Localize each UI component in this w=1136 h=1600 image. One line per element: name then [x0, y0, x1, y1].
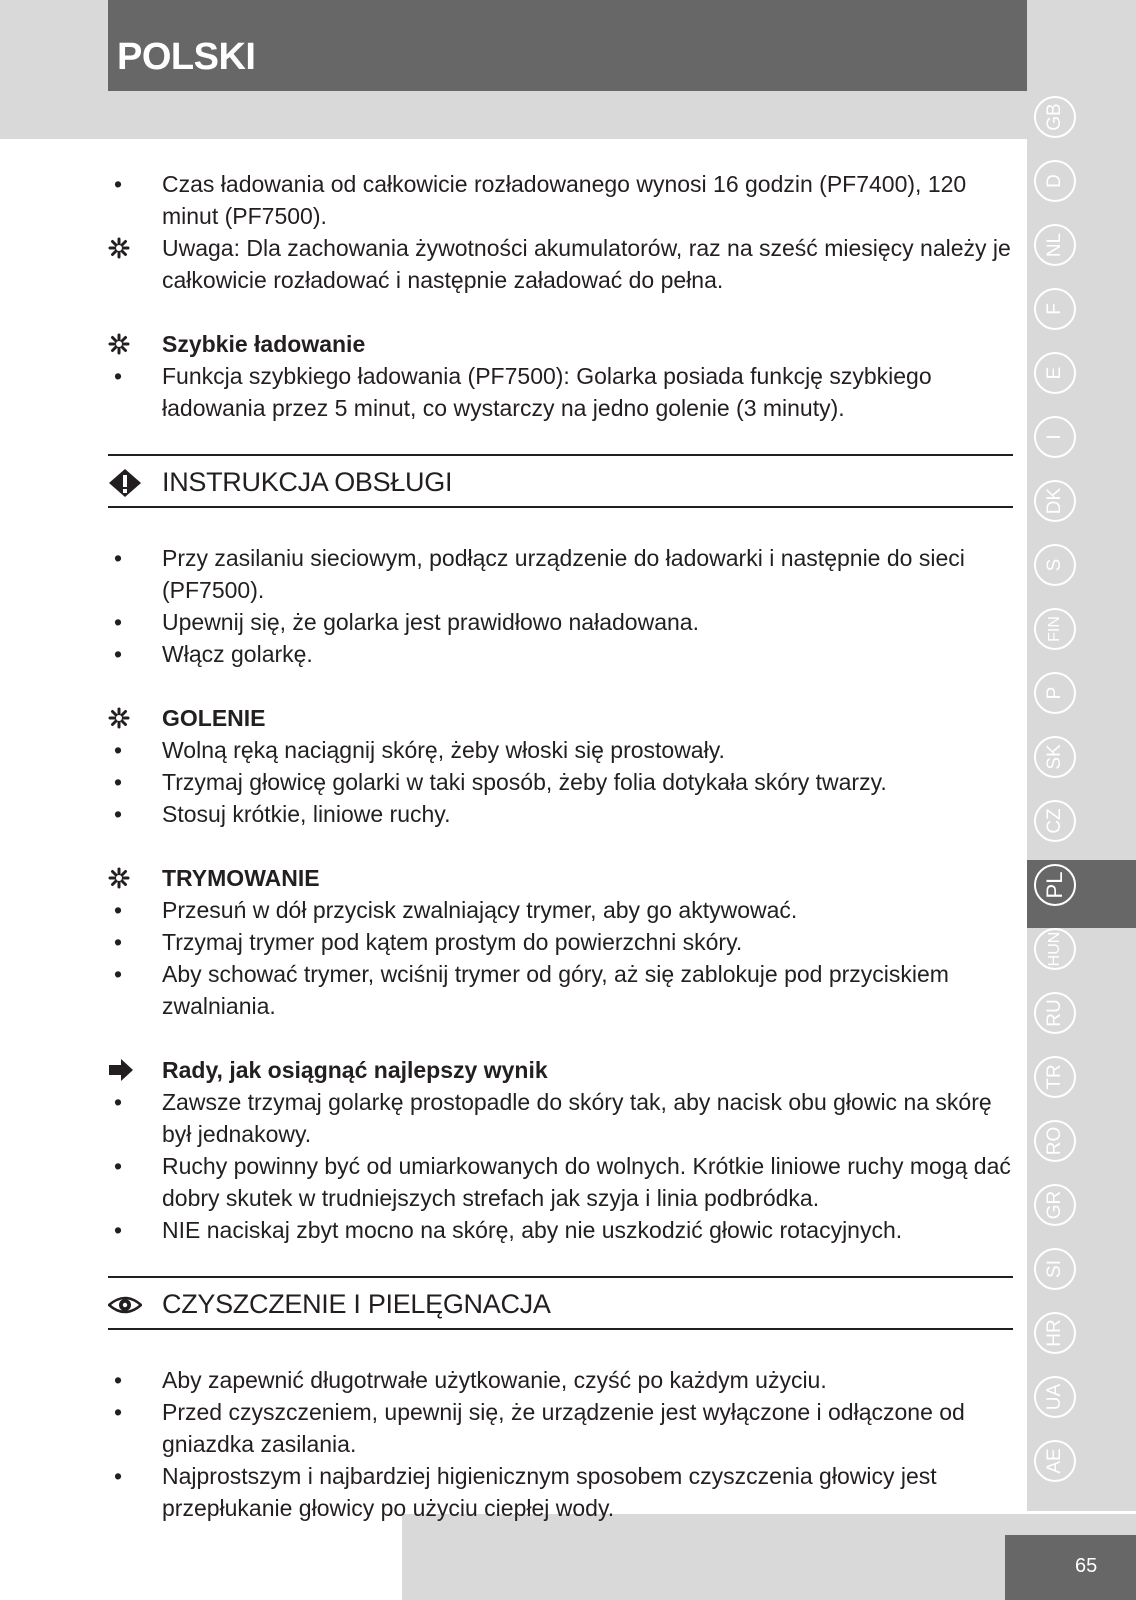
bullet: •	[113, 1217, 123, 1243]
language-tab-pl	[1034, 864, 1076, 906]
star-icon	[108, 702, 128, 734]
language-tab-ae	[1034, 1440, 1076, 1482]
language-tab-cz	[1034, 800, 1076, 842]
language-code: SK	[1044, 744, 1065, 770]
language-code: HR	[1044, 1319, 1065, 1347]
page-number-box	[1005, 1535, 1136, 1600]
language-code: RU	[1044, 999, 1065, 1027]
arrow-right-icon	[108, 1054, 128, 1086]
bullet: •	[113, 929, 123, 955]
list-item: • Przed czyszczeniem, upewnij się, że urządzenie jest wyłączone i odłączone od gniazdka zasilania.	[108, 1396, 1013, 1460]
bullet: •	[113, 609, 123, 635]
bullet: •	[113, 961, 123, 987]
page-number: 65	[1075, 1555, 1098, 1577]
list-item: • Czas ładowania od całkowicie rozładowanego wynosi 16 godzin (PF7400), 120 minut (PF7500).	[108, 168, 1013, 232]
language-code: AE	[1044, 1448, 1065, 1474]
language-tab-si	[1034, 1248, 1076, 1290]
list-item: • Zawsze trzymaj golarkę prostopadle do skóry tak, aby nacisk obu głowic na skórę był jednakowy.	[108, 1086, 1013, 1150]
language-tab-sk	[1034, 736, 1076, 778]
language-tab-tr	[1034, 1056, 1076, 1098]
list-item: • Wolną ręką naciągnij skórę, żeby włoski się prostowały.	[108, 734, 1013, 766]
list-item: • Funkcja szybkiego ładowania (PF7500): Golarka posiada funkcję szybkiego ładowania przez 5 minut, co wystarczy na jedno golenie (3 minuty).	[108, 360, 1013, 424]
list-item: • Przesuń w dół przycisk zwalniający trymer, aby go aktywować.	[108, 894, 1013, 926]
language-tab-e	[1034, 352, 1076, 394]
main-content	[108, 168, 1013, 1524]
list-item: • Aby zapewnić długotrwałe użytkowanie, czyść po każdym użyciu.	[108, 1364, 1013, 1396]
list-item: • NIE naciskaj zbyt mocno na skórę, aby nie uszkodzić głowic rotacyjnych.	[108, 1214, 1013, 1246]
language-tab-d	[1034, 160, 1076, 202]
language-code: S	[1044, 558, 1065, 572]
bullet: •	[113, 1463, 123, 1489]
language-code: F	[1044, 303, 1065, 315]
subheading-fast-charge: Szybkie ładowanie	[108, 328, 1013, 360]
subheading-trimming: TRYMOWANIE	[108, 862, 1013, 894]
language-code: UA	[1044, 1383, 1065, 1411]
language-code: E	[1044, 366, 1065, 380]
list-item: • Trzymaj głowicę golarki w taki sposób, żeby folia dotykała skóry twarzy.	[108, 766, 1013, 798]
language-code: RO	[1044, 1126, 1065, 1156]
language-code: I	[1044, 434, 1065, 440]
language-tab-s	[1034, 544, 1076, 586]
section-header-cleaning	[108, 1276, 1013, 1330]
language-tab-hun	[1034, 928, 1076, 970]
page-title-bar	[108, 0, 1027, 91]
star-icon	[108, 862, 128, 894]
section-title: INSTRUKCJA OBSŁUGI	[162, 467, 453, 497]
list-item: • Włącz golarkę.	[108, 638, 1013, 670]
bullet: •	[113, 545, 123, 571]
language-tab-i	[1034, 416, 1076, 458]
section-title: CZYSZCZENIE I PIELĘGNACJA	[162, 1289, 551, 1319]
language-code: NL	[1044, 232, 1065, 258]
list-item: • Stosuj krótkie, liniowe ruchy.	[108, 798, 1013, 830]
language-tab-f	[1034, 288, 1076, 330]
language-tab-fin	[1034, 608, 1076, 650]
language-code: CZ	[1044, 808, 1065, 834]
language-tab-gb	[1034, 96, 1076, 138]
list-item: • Trzymaj trymer pod kątem prostym do powierzchni skóry.	[108, 926, 1013, 958]
eye-icon	[108, 1290, 142, 1320]
list-item: • Aby schować trymer, wciśnij trymer od góry, aż się zablokuje pod przyciskiem zwalniania.	[108, 958, 1013, 1022]
subheading-shaving: GOLENIE	[108, 702, 1013, 734]
language-code: P	[1044, 686, 1065, 700]
language-code: PL	[1042, 871, 1067, 899]
language-tab-hr	[1034, 1312, 1076, 1354]
bullet: •	[113, 1367, 123, 1393]
bullet: •	[113, 363, 123, 389]
bullet: •	[113, 769, 123, 795]
language-code: DK	[1044, 487, 1065, 515]
language-code: HUN	[1046, 931, 1063, 967]
language-code: GR	[1044, 1190, 1065, 1220]
language-code: SI	[1044, 1260, 1065, 1278]
language-code: TR	[1044, 1064, 1065, 1090]
language-tab-p	[1034, 672, 1076, 714]
language-code: GB	[1044, 103, 1065, 131]
language-tab-nl	[1034, 224, 1076, 266]
warning-icon	[108, 468, 142, 498]
bullet: •	[113, 1089, 123, 1115]
list-item: Uwaga: Dla zachowania żywotności akumulatorów, raz na sześć miesięcy należy je całkowicie rozładować i następnie załadować do pełna.	[108, 232, 1013, 296]
subheading-tips: Rady, jak osiągnąć najlepszy wynik	[108, 1054, 1013, 1086]
list-item: • Przy zasilaniu sieciowym, podłącz urządzenie do ładowarki i następnie do sieci (PF7500).	[108, 542, 1013, 606]
bullet: •	[113, 1153, 123, 1179]
page-title: POLSKI	[117, 36, 256, 78]
language-tab-gr	[1034, 1184, 1076, 1226]
language-tab-ua	[1034, 1376, 1076, 1418]
language-tab-ro	[1034, 1120, 1076, 1162]
language-code: FIN	[1046, 616, 1063, 642]
list-item: • Ruchy powinny być od umiarkowanych do wolnych. Krótkie liniowe ruchy mogą dać dobry skutek w trudniejszych strefach jak szyja i linia podbródka.	[108, 1150, 1013, 1214]
bullet: •	[113, 171, 123, 197]
language-code: D	[1044, 174, 1065, 188]
list-item: • Najprostszym i najbardziej higienicznym sposobem czyszczenia głowicy jest przepłukanie głowicy po użyciu ciepłej wody.	[108, 1460, 1013, 1524]
language-tab-ru	[1034, 992, 1076, 1034]
bullet: •	[113, 641, 123, 667]
star-icon	[108, 328, 128, 360]
list-item: • Upewnij się, że golarka jest prawidłowo naładowana.	[108, 606, 1013, 638]
bullet: •	[113, 737, 123, 763]
section-header-instructions	[108, 454, 1013, 508]
language-tab-dk	[1034, 480, 1076, 522]
bullet: •	[113, 801, 123, 827]
star-icon	[108, 232, 128, 264]
bullet: •	[113, 897, 123, 923]
bullet: •	[113, 1399, 123, 1425]
